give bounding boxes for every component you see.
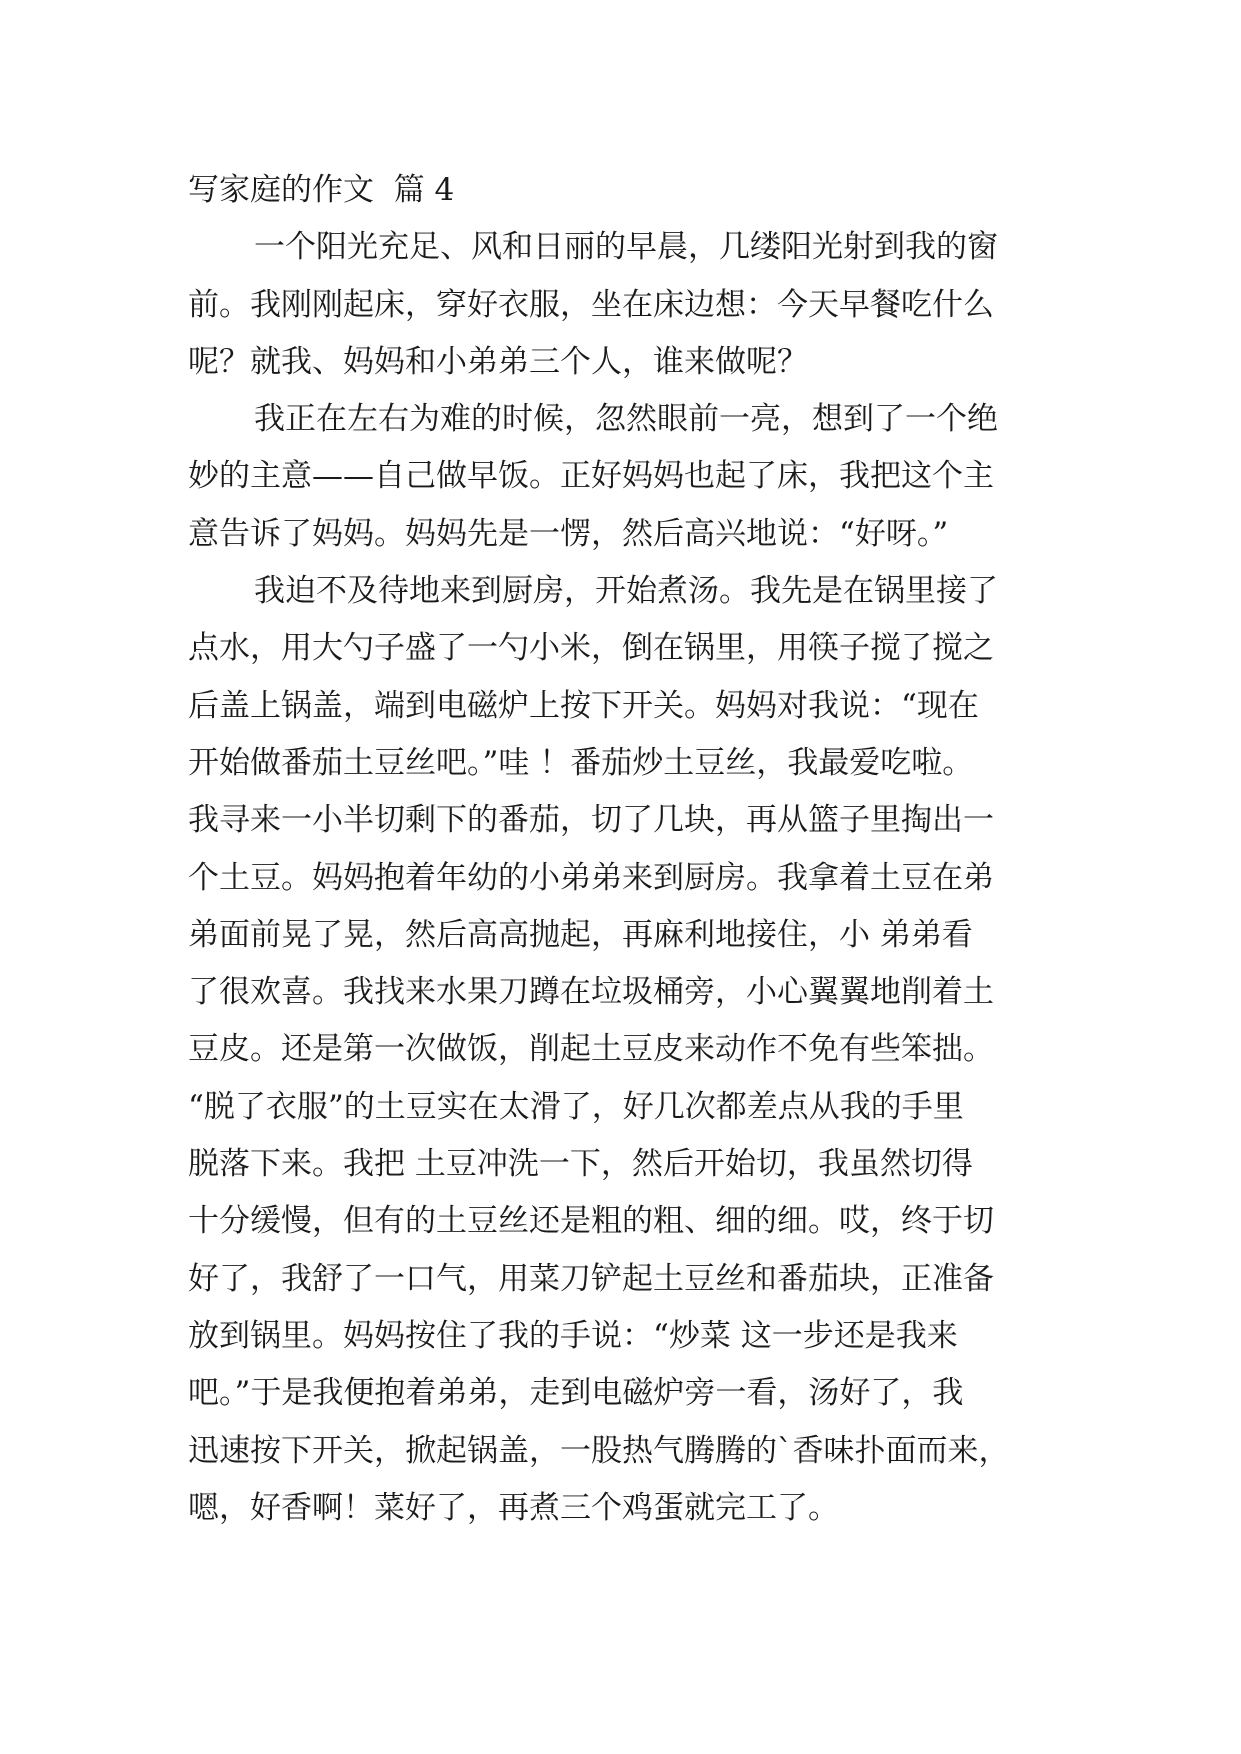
text-line: 开始做番茄土豆丝吧。”哇 ！番茄炒土豆丝，我最爱吃啦。: [188, 744, 974, 781]
text-line: 妙的主意——自己做早饭。正好妈妈也起了床，我把这个主: [188, 458, 994, 495]
document-body: [188, 162, 1068, 1537]
text-line: 好了，我舒了一口气，用菜刀铲起土豆丝和番茄块，正准备: [188, 1260, 994, 1297]
text-line: 迅速按下开关，掀起锅盖，一股热气腾腾的`香味扑面而来，: [188, 1432, 1010, 1469]
text-line: 十分缓慢，但有的土豆丝还是粗的粗、细的细。哎，终于切: [188, 1203, 994, 1240]
text-line: 呢？就我、妈妈和小弟弟三个人，谁来做呢？: [188, 343, 808, 380]
text-line: 一个阳光充足、风和日丽的早晨，几缕阳光射到我的窗: [254, 229, 998, 266]
text-line: 点水，用大勺子盛了一勺小米，倒在锅里，用筷子搅了搅之: [188, 630, 994, 667]
text-line: 了很欢喜。我找来水果刀蹲在垃圾桶旁，小心翼翼地削着土: [188, 974, 994, 1011]
essay-text: [188, 219, 1068, 1537]
text-line: 意告诉了妈妈。妈妈先是一愣，然后高兴地说：“好呀。”: [188, 515, 949, 552]
text-line: 嗯，好香啊！菜好了，再煮三个鸡蛋就完工了。: [188, 1489, 839, 1526]
text-line: 脱落下来。我把 土豆冲洗一下，然后开始切，我虽然切得: [188, 1146, 973, 1183]
text-line: “脱了衣服”的土豆实在太滑了，好几次都差点从我的手里: [188, 1088, 964, 1125]
document-title: 写家庭的作文 篇 4: [188, 172, 455, 208]
text-line: 豆皮。还是第一次做饭，削起土豆皮来动作不免有些笨拙。: [188, 1031, 994, 1068]
text-line: 我迫不及待地来到厨房，开始煮汤。我先是在锅里接了: [254, 573, 998, 610]
text-line: 我正在左右为难的时候，忽然眼前一亮，想到了一个绝: [254, 401, 998, 438]
text-line: 后盖上锅盖，端到电磁炉上按下开关。妈妈对我说：“现在: [188, 687, 979, 724]
text-line: 吧。”于是我便抱着弟弟，走到电磁炉旁一看，汤好了，我: [188, 1375, 964, 1412]
text-line: 个土豆。妈妈抱着年幼的小弟弟来到厨房。我拿着土豆在弟: [188, 859, 994, 896]
text-line: 我寻来一小半切剩下的番茄，切了几块，再从篮子里掏出一: [188, 802, 994, 839]
text-line: 放到锅里。妈妈按住了我的手说：“炒菜 这一步还是我来: [188, 1317, 958, 1354]
text-line: 前。我刚刚起床，穿好衣服，坐在床边想：今天早餐吃什么: [188, 286, 994, 323]
text-line: 弟面前晃了晃，然后高高抛起，再麻利地接住，小 弟弟看: [188, 916, 973, 953]
